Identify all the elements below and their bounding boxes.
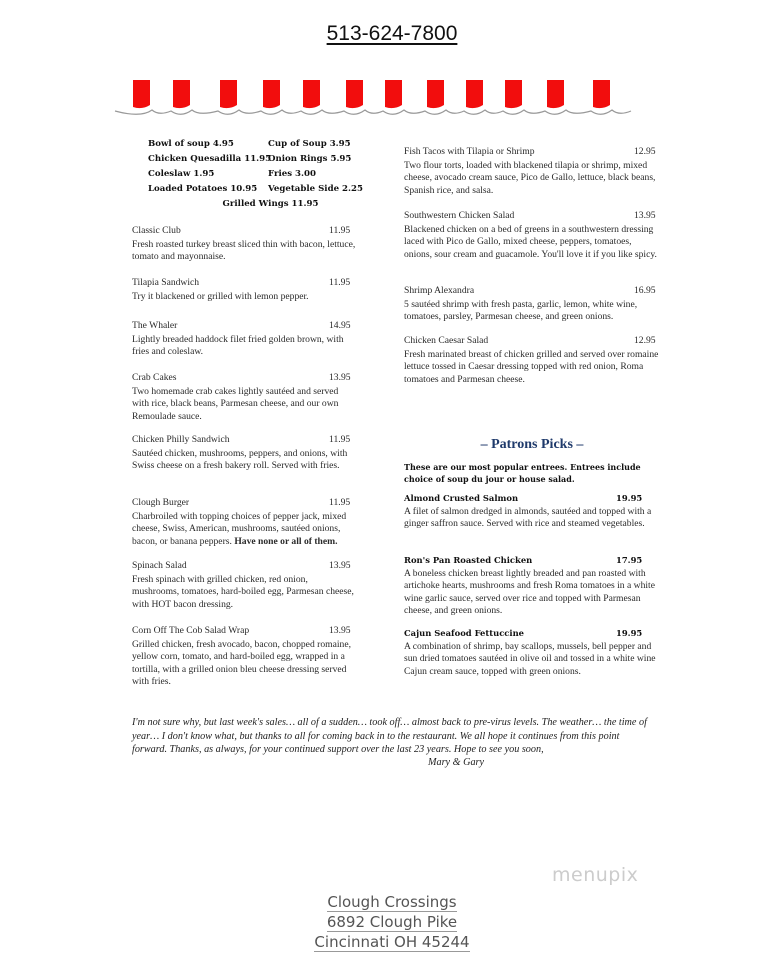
menu-item: [404, 627, 660, 678]
item-name: Crab Cakes: [132, 372, 177, 383]
awning-stripe: [427, 80, 444, 108]
side-item-wings: Grilled Wings 11.95: [222, 199, 319, 209]
awning-stripe: [466, 80, 483, 108]
description-text: Two homemade crab cakes lightly sautéed and served with rice, black beans, Parmesan cheese, and our own Remoulade sauce.: [132, 385, 339, 422]
item-description: [132, 239, 357, 264]
menu-item: [132, 225, 357, 264]
item-description: [132, 334, 357, 359]
menu-item: [404, 146, 660, 197]
sides-column-2: [268, 137, 398, 197]
item-description: [404, 349, 660, 387]
description-text: Two flour torts, loaded with blackened tilapia or shrimp, mixed cheese, avocado cream sauce, Pico de Gallo, lettuce, black beans, Spanish rice, and salsa.: [404, 159, 656, 196]
menu-item: [132, 434, 357, 473]
description-text: Fresh marinated breast of chicken grilled and served over romaine lettuce tossed in Caesar dressing topped with red onion, Roma tomatoes and Parmesan cheese.: [404, 348, 659, 385]
item-description: [404, 641, 660, 679]
side-item: Chicken Quesadilla 11.95: [148, 154, 272, 164]
item-price: 11.95: [329, 277, 351, 288]
item-price: 13.95: [329, 625, 351, 636]
menu-item: [132, 277, 357, 303]
menu-item: [404, 210, 660, 261]
description-text: Sautéed chicken, mushrooms, peppers, and onions, with Swiss cheese on a fresh bakery roll. Served with fries.: [132, 447, 348, 472]
awning-stripe: [220, 80, 237, 108]
item-price: 11.95: [329, 434, 351, 445]
menu-item: [132, 320, 357, 359]
description-text: A combination of shrimp, bay scallops, mussels, bell pepper and sun dried tomatoes sautéed in olive oil and tossed in a white wine Cajun cream sauce, topped with green onions.: [404, 640, 656, 677]
item-price: 17.95: [616, 555, 643, 565]
description-text: Lightly breaded haddock filet fried golden brown, with fries and coleslaw.: [132, 333, 344, 358]
side-item: Coleslaw 1.95: [148, 169, 215, 179]
item-description: [404, 160, 660, 198]
item-price: 19.95: [616, 628, 643, 638]
sides-column-1: [148, 137, 278, 197]
description-text: Try it blackened or grilled with lemon pepper.: [132, 290, 309, 302]
item-name: Chicken Caesar Salad: [404, 335, 489, 346]
item-name: The Whaler: [132, 320, 178, 331]
signature: Mary & Gary: [428, 757, 485, 768]
watermark-logo: menupix: [552, 864, 639, 886]
item-name: Classic Club: [132, 225, 181, 236]
item-price: 13.95: [329, 560, 351, 571]
menu-item: [132, 497, 357, 548]
item-description: [404, 299, 660, 324]
item-price: 11.95: [329, 225, 351, 236]
side-item: Cup of Soup 3.95: [268, 139, 351, 149]
description-text: Fresh spinach with grilled chicken, red onion, mushrooms, tomatoes, hard-boiled egg, Parmesan cheese, with HOT bacon dressing.: [132, 573, 354, 610]
patrons-picks-title: – Patrons Picks –: [480, 437, 584, 452]
item-description: [132, 639, 357, 689]
item-description: [404, 568, 660, 618]
phone-number: 513-624-7800: [326, 22, 458, 45]
item-name: Cajun Seafood Fettuccine: [404, 628, 525, 638]
item-description: [132, 448, 357, 473]
description-text: A filet of salmon dredged in almonds, sautéed and topped with a ginger saffron sauce. Served with rice and steamed vegetables.: [404, 505, 652, 530]
awning-stripe: [303, 80, 320, 108]
description-text: Grilled chicken, fresh avocado, bacon, chopped romaine, yellow corn, tomato, and hard-boiled egg, wrapped in a tortilla, with a grilled onion bleu cheese dressing served with fries.: [132, 638, 351, 688]
menu-item: [132, 372, 357, 423]
awning-stripe: [505, 80, 522, 108]
city-state-zip: Cincinnati OH 45244: [314, 933, 470, 951]
item-name: Shrimp Alexandra: [404, 285, 475, 296]
item-description: [132, 291, 357, 304]
awning-decoration: [110, 74, 670, 119]
item-price: 13.95: [329, 372, 351, 383]
description-text: 5 sautéed shrimp with fresh pasta, garlic, lemon, white wine, tomatoes, parsley, Parmesan cheese, and green onions.: [404, 298, 638, 323]
item-note-bold: Have none or all of them.: [234, 535, 338, 547]
side-item: Onion Rings 5.95: [268, 154, 352, 164]
item-price: 12.95: [634, 335, 656, 346]
item-name: Tilapia Sandwich: [132, 277, 200, 288]
item-description: [132, 511, 357, 549]
item-price: 13.95: [634, 210, 656, 221]
street-address: 6892 Clough Pike: [326, 913, 458, 931]
item-description: [132, 386, 357, 424]
awning-stripe: [263, 80, 280, 108]
awning-stripe: [547, 80, 564, 108]
side-item: Loaded Potatoes 10.95: [148, 184, 258, 194]
item-price: 11.95: [329, 497, 351, 508]
menu-item: [404, 335, 660, 386]
item-description: [404, 506, 660, 531]
side-item: Fries 3.00: [268, 169, 316, 179]
item-name: Chicken Philly Sandwich: [132, 434, 230, 445]
item-description: [132, 574, 357, 612]
side-item: Vegetable Side 2.25: [268, 184, 363, 194]
description-text: Blackened chicken on a bed of greens in a southwestern dressing laced with Pico de Gallo, mixed cheese, peppers, tomatoes, onions, sour cream and guacamole. You'll love it if you like spicy.: [404, 223, 657, 260]
item-price: 16.95: [634, 285, 656, 296]
side-item: Bowl of soup 4.95: [148, 139, 234, 149]
description-text: Charbroiled with topping choices of pepper jack, mixed cheese, Swiss, American, mushrooms, sautéed onions, bacon, or banana peppers.: [132, 510, 347, 547]
item-name: Almond Crusted Salmon: [404, 493, 519, 503]
menu-item: [404, 554, 660, 618]
awning-scallop: [115, 110, 631, 114]
awning-stripe: [133, 80, 150, 108]
awning-stripe: [385, 80, 402, 108]
item-name: Southwestern Chicken Salad: [404, 210, 515, 221]
item-description: [404, 224, 660, 262]
menu-item: [132, 560, 357, 611]
menu-item: [132, 625, 357, 689]
item-name: Ron's Pan Roasted Chicken: [404, 555, 533, 565]
description-text: A boneless chicken breast lightly breaded and pan roasted with artichoke hearts, mushrooms and fresh Roma tomatoes in a white wine garlic sauce, served over rice and topped with Parmesan cheese, and green onions.: [404, 567, 655, 617]
item-name: Spinach Salad: [132, 560, 187, 571]
footer-address: [0, 892, 784, 952]
restaurant-name: Clough Crossings: [327, 893, 457, 911]
owner-note: I'm not sure why, but last week's sales… all of a sudden… took off… almost back to pre-virus levels. The weather… the time of year… I don't know what, but thanks to all for coming back in to the restaurant. We all hope it continues from this point forward. Thanks, as always, for your continued support over the last 23 years. Hope to see you soon,: [132, 717, 647, 756]
awning-stripe: [593, 80, 610, 108]
item-name: Clough Burger: [132, 497, 190, 508]
item-price: 12.95: [634, 146, 656, 157]
item-name: Fish Tacos with Tilapia or Shrimp: [404, 146, 535, 157]
patrons-picks-intro: These are our most popular entrees. Entrees include choice of soup du jour or house salad.: [404, 462, 641, 484]
menu-item: [404, 285, 660, 324]
menu-item: [404, 492, 660, 531]
awning-stripe: [346, 80, 363, 108]
description-text: Fresh roasted turkey breast sliced thin with bacon, lettuce, tomato and mayonnaise.: [132, 238, 356, 263]
item-price: 19.95: [616, 493, 643, 503]
item-name: Corn Off The Cob Salad Wrap: [132, 625, 250, 636]
awning-stripe: [173, 80, 190, 108]
item-price: 14.95: [329, 320, 351, 331]
